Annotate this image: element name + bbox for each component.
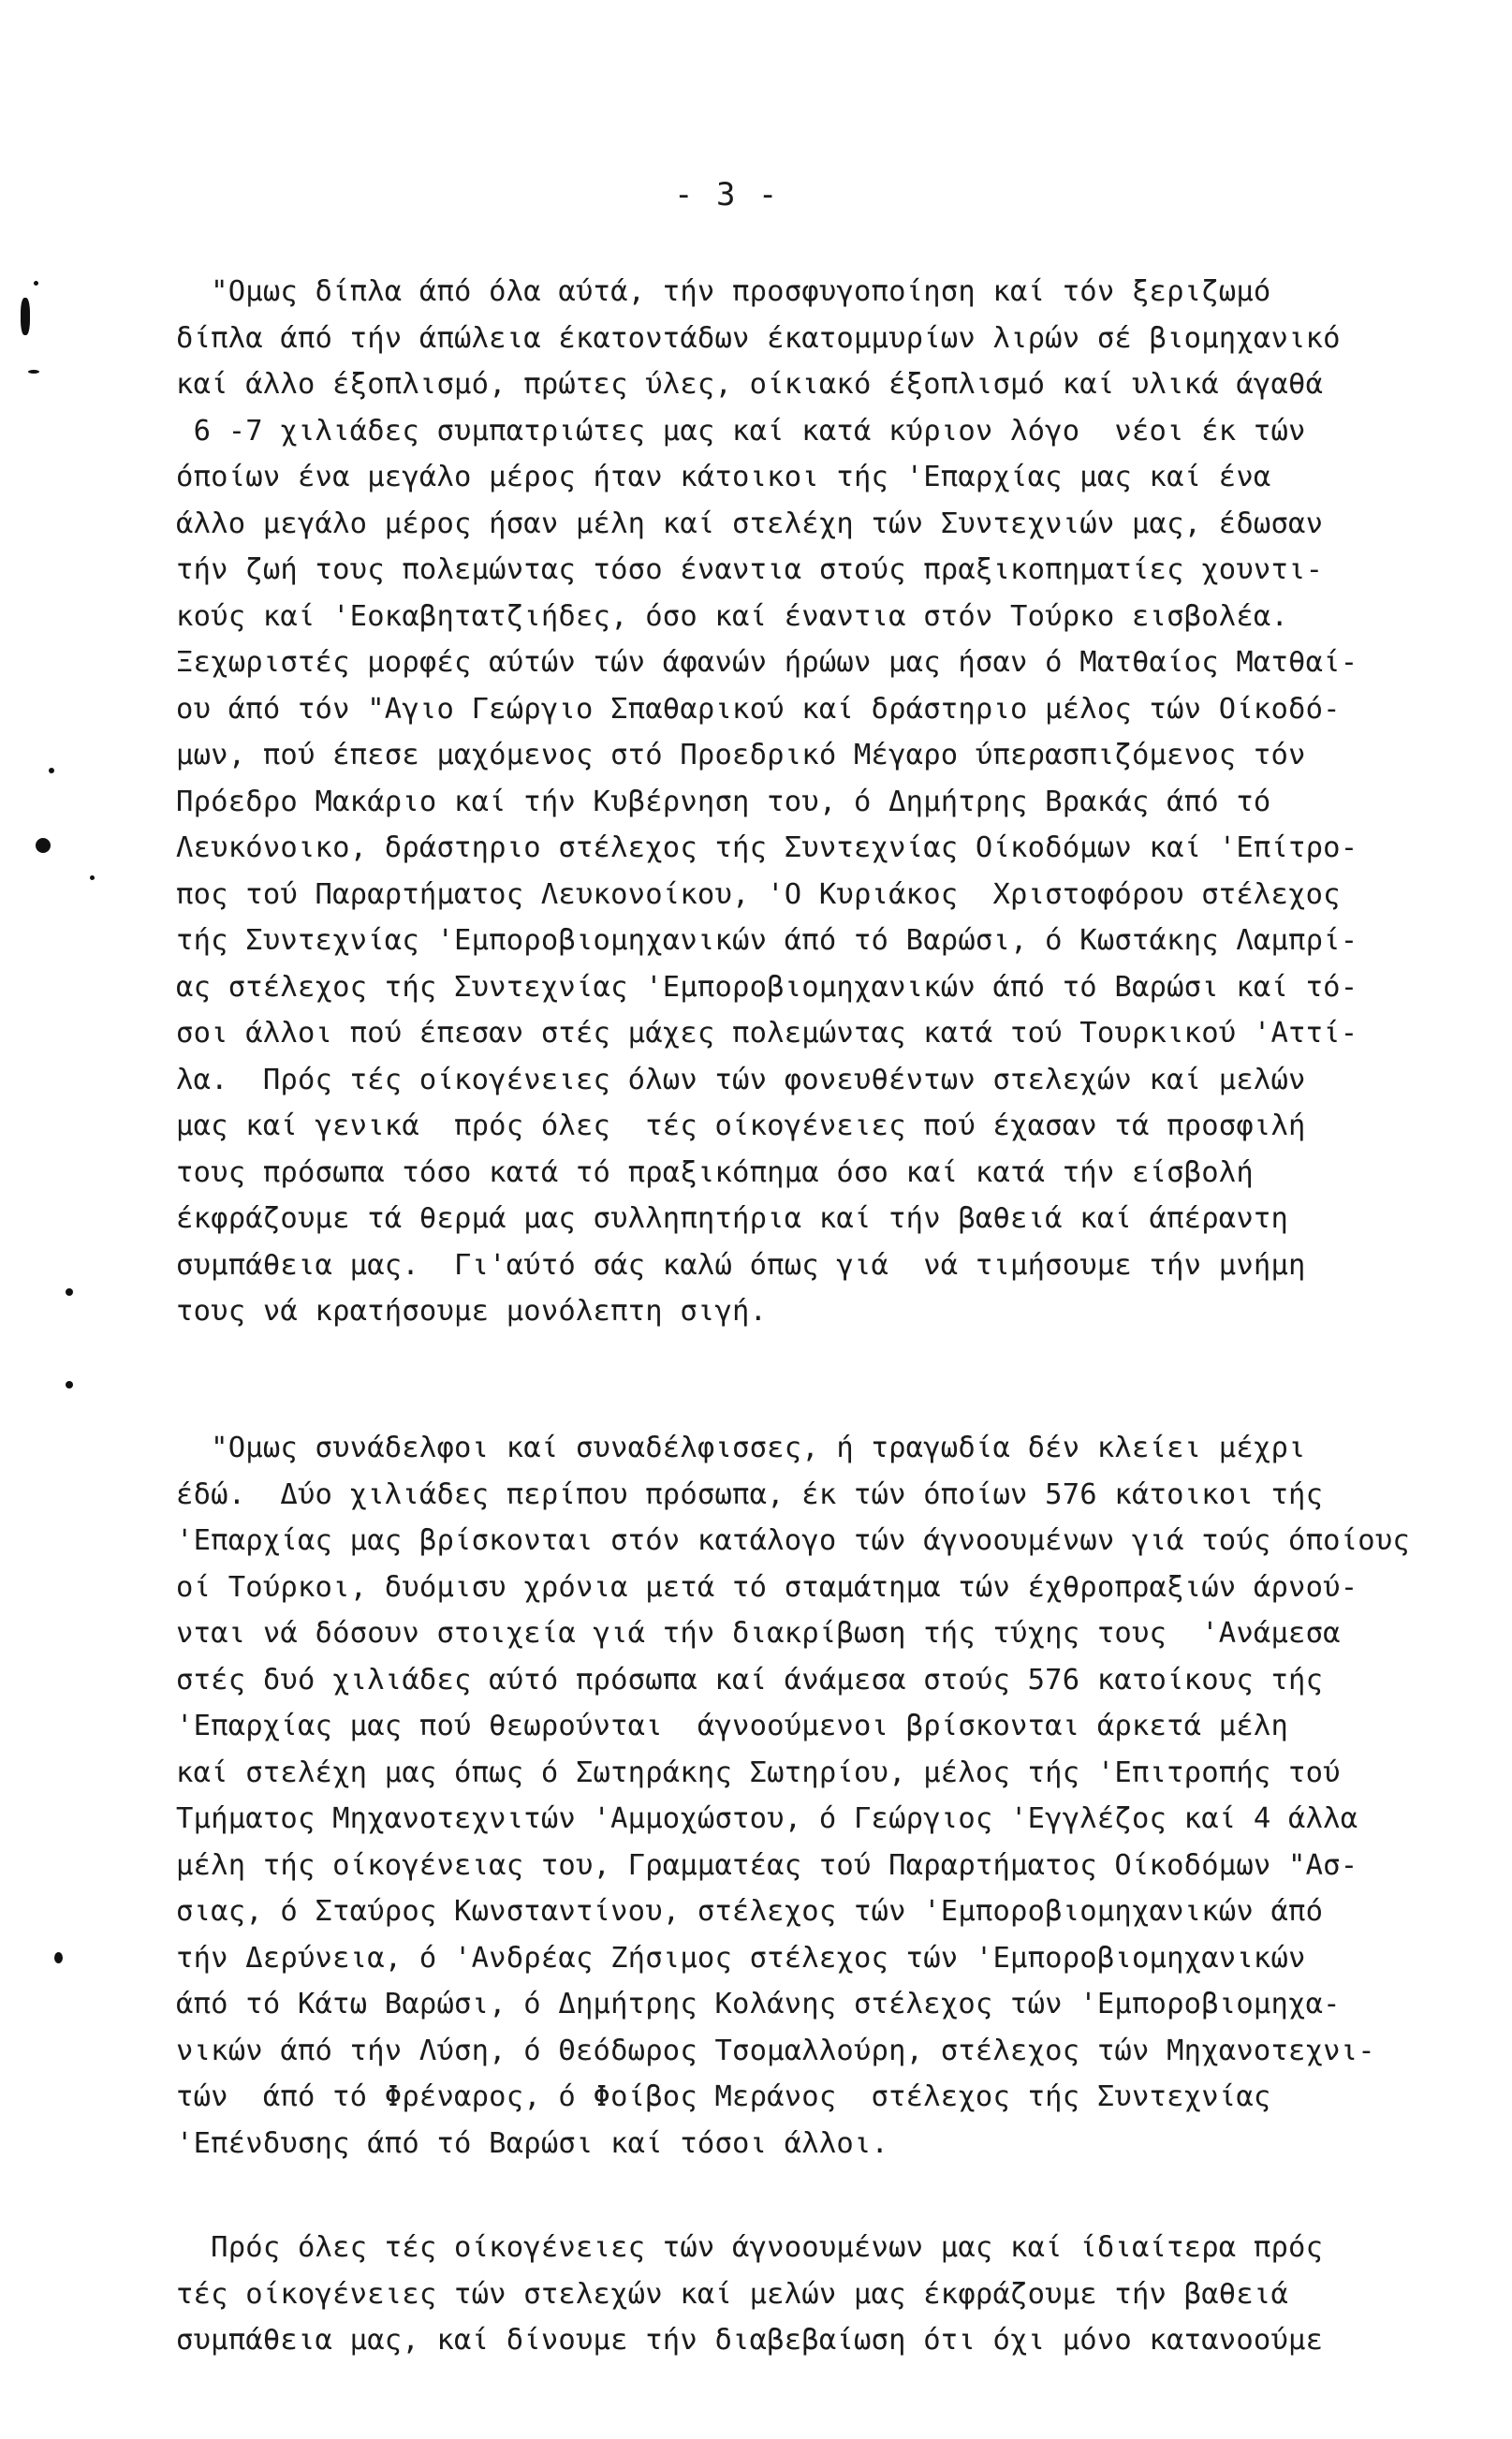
text-line: καί στελέχη μας όπως ό Σωτηράκης Σωτηρίου, μέλος τής 'Επιτροπής τού: [176, 1756, 1341, 1789]
text-line: τους νά κρατήσουμε μονόλεπτη σιγή.: [176, 1295, 768, 1328]
text-line: στές δυό χιλιάδες αύτό πρόσωπα καί άνάμεσα στούς 576 κατοίκους τής: [176, 1663, 1324, 1697]
text-line: Πρόεδρο Μακάριο καί τήν Κυβέρνηση του, ό Δημήτρης Βρακάς άπό τό: [176, 785, 1271, 818]
scan-speck: [66, 1381, 73, 1388]
text-line: νικών άπό τήν Λύση, ό Θεόδωρος Τσομαλλούρη, στέλεχος τών Μηχανοτεχνι-: [176, 2034, 1375, 2067]
text-line: όποίων ένα μεγάλο μέρος ήταν κάτοικοι τής 'Επαρχίας μας καί ένα: [176, 461, 1271, 493]
text-line: 'Επαρχίας μας βρίσκονται στόν κατάλογο τών άγνοουμένων γιά τούς όποίους: [176, 1524, 1410, 1557]
scan-speck: [21, 298, 30, 335]
text-line: τήν ζωή τους πολεμώντας τόσο έναντια στούς πραξικοπηματίες χουντι-: [176, 553, 1324, 586]
text-line: τους πρόσωπα τόσο κατά τό πραξικόπημα όσο καί κατά τήν είσβολή: [176, 1155, 1254, 1189]
text-line: έδώ. Δύο χιλιάδες περίπου πρόσωπα, έκ τών όποίων 576 κάτοικοι τής: [176, 1477, 1324, 1511]
text-line: κούς καί 'Εοκαβητατζιήδες, όσο καί έναντια στόν Τούρκο εισβολέα.: [176, 599, 1289, 633]
scan-speck: [49, 768, 54, 773]
text-line: νται νά δόσουν στοιχεία γιά τήν διακρίβωση τής τύχης τους 'Ανάμεσα: [176, 1617, 1341, 1650]
text-line: μας καί γενικά πρός όλες τές οίκογένειες πού έχασαν τά προσφιλή: [176, 1109, 1306, 1142]
text-line: πος τού Παραρτήματος Λευκονοίκου, 'Ο Κυριάκος Χριστοφόρου στέλεχος: [176, 877, 1341, 911]
text-line: 'Επένδυσης άπό τό Βαρώσι καί τόσοι άλλοι.: [176, 2126, 889, 2160]
scan-speck: [28, 370, 39, 374]
text-line: Πρός όλες τές οίκογένειες τών άγνοουμένων μας καί ίδιαίτερα πρός: [176, 2231, 1324, 2264]
text-line: τής Συντεχνίας 'Εμποροβιομηχανικών άπό τό Βαρώσι, ό Κωστάκης Λαμπρί-: [176, 924, 1358, 957]
text-line: Τμήματος Μηχανοτεχνιτών 'Αμμοχώστου, ό Γεώργιος 'Εγγλέζος καί 4 άλλα: [176, 1802, 1358, 1835]
paragraph-condolences: [176, 2225, 1477, 2364]
text-line: τών άπό τό Φρέναρος, ό Φοίβος Μεράνος στέλεχος τής Συντεχνίας: [176, 2080, 1271, 2113]
text-line: Ξεχωριστές μορφές αύτών τών άφανών ήρώων μας ήσαν ό Ματθαίος Ματθαί-: [176, 646, 1358, 679]
text-line: μέλη τής οίκογένειας του, Γραμματέας τού Παραρτήματος Οίκοδόμων "Ασ-: [176, 1848, 1358, 1882]
text-line: δίπλα άπό τήν άπώλεια έκατοντάδων έκατομμυρίων λιρών σέ βιομηχανικό: [176, 321, 1341, 355]
text-line: έκφράζουμε τά θερμά μας συλληπητήρια καί τήν βαθειά καί άπέραντη: [176, 1202, 1289, 1235]
paragraph-missing-persons: [176, 1425, 1477, 2167]
text-line: οί Τούρκοι, δυόμισυ χρόνια μετά τό σταμάτημα τών έχθροπραξιών άρνού-: [176, 1570, 1358, 1604]
page-number: - 3 -: [674, 176, 780, 213]
text-line: συμπάθεια μας, καί δίνουμε τήν διαβεβαίωση ότι όχι μόνο κατανοούμε: [176, 2324, 1324, 2357]
text-line: συμπάθεια μας. Γι'αύτό σάς καλώ όπως γιά νά τιμήσουμε τήν μνήμη: [176, 1248, 1306, 1282]
text-line: καί άλλο έξοπλισμό, πρώτες ύλες, οίκιακό έξοπλισμό καί υλικά άγαθά: [176, 368, 1324, 401]
text-line: άλλο μεγάλο μέρος ήσαν μέλη καί στελέχη τών Συντεχνιών μας, έδωσαν: [176, 507, 1324, 540]
scan-speck: [36, 838, 51, 853]
text-line: άπό τό Κάτω Βαρώσι, ό Δημήτρης Κολάνης στέλεχος τών 'Εμποροβιομηχα-: [176, 1988, 1341, 2020]
paragraph-fallen-members: [176, 269, 1477, 1335]
scan-speck: [66, 1288, 73, 1296]
text-line: λα. Πρός τές οίκογένειες όλων τών φονευθέντων στελεχών καί μελών: [176, 1063, 1306, 1096]
text-line: σιας, ό Σταύρος Κωνσταντίνου, στέλεχος τών 'Εμποροβιομηχανικών άπό: [176, 1895, 1324, 1928]
text-line: σοι άλλοι πού έπεσαν στές μάχες πολεμώντας κατά τού Τουρκικού 'Αττί-: [176, 1017, 1358, 1050]
text-line: ας στέλεχος τής Συντεχνίας 'Εμποροβιομηχανικών άπό τό Βαρώσι καί τό-: [176, 970, 1358, 1004]
text-line: μων, πού έπεσε μαχόμενος στό Προεδρικό Μέγαρο ύπερασπιζόμενος τόν: [176, 739, 1306, 771]
text-line: "Ομως συνάδελφοι καί συναδέλφισσες, ή τραγωδία δέν κλείει μέχρι: [176, 1432, 1306, 1464]
text-line: 'Επαρχίας μας πού θεωρούνται άγνοούμενοι βρίσκονται άρκετά μέλη: [176, 1710, 1289, 1742]
text-line: Λευκόνοικο, δράστηριο στέλεχος τής Συντεχνίας Οίκοδόμων καί 'Επίτρο-: [176, 831, 1358, 864]
scan-speck: [90, 875, 95, 880]
text-line: "Ομως δίπλα άπό όλα αύτά, τήν προσφυγοποίηση καί τόν ξεριζωμό: [176, 275, 1271, 308]
text-line: τήν Δερύνεια, ό 'Ανδρέας Ζήσιμος στέλεχος τών 'Εμποροβιομηχανικών: [176, 1941, 1306, 1975]
text-line: 6 -7 χιλιάδες συμπατριώτες μας καί κατά κύριον λόγο νέοι έκ τών: [176, 414, 1306, 448]
text-line: ου άπό τόν "Αγιο Γεώργιο Σπαθαρικού καί δράστηριο μέλος τών Οίκοδό-: [176, 692, 1341, 726]
scan-speck: [34, 281, 38, 286]
text-line: τές οίκογένειες τών στελεχών καί μελών μας έκφράζουμε τήν βαθειά: [176, 2277, 1289, 2311]
scan-speck: [54, 1952, 63, 1963]
